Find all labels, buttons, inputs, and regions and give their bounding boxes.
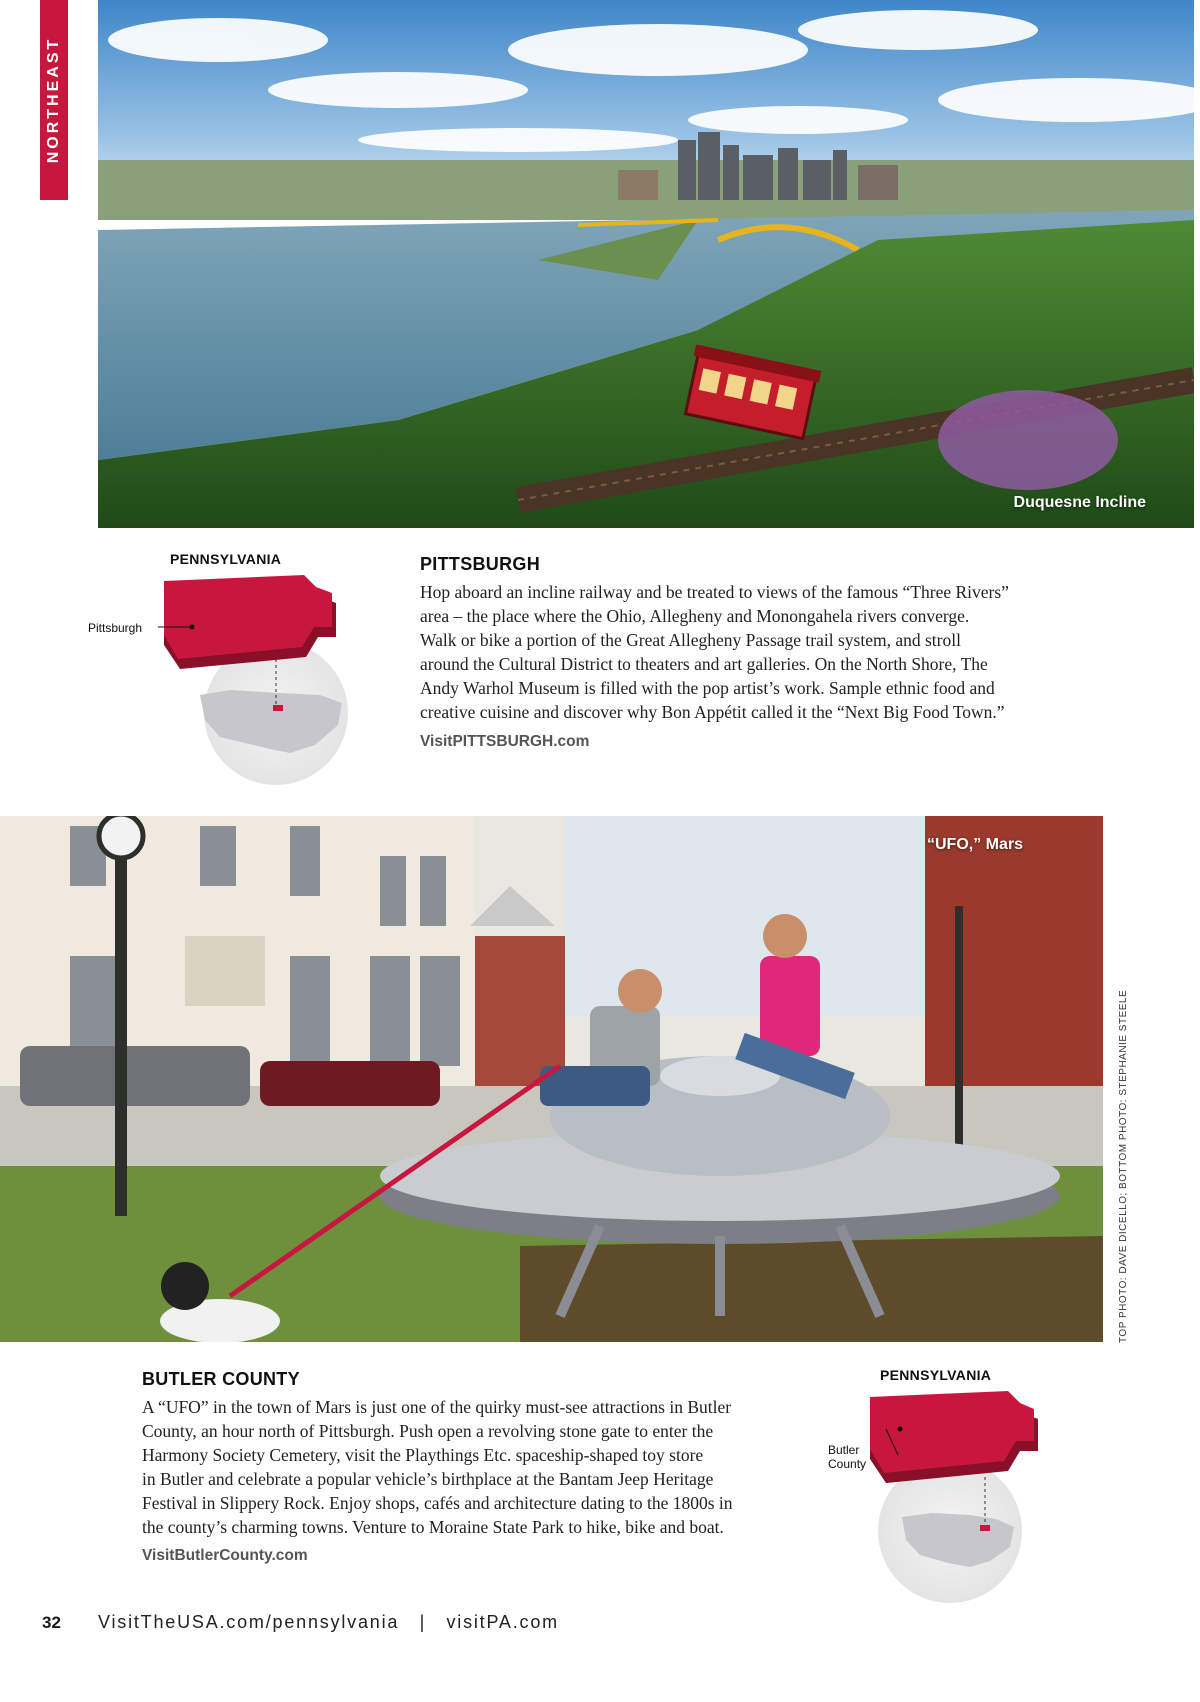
butler-body-line: Harmony Society Cemetery, visit the Playthings Etc. spaceship-shaped toy store: [142, 1445, 704, 1465]
butler-map-marker-label: [828, 1443, 866, 1471]
butler-body-line: A “UFO” in the town of Mars is just one of the quirky must-see attractions in Butler: [142, 1397, 732, 1417]
butler-body: [142, 1395, 802, 1539]
pittsburgh-scene: [98, 0, 1194, 528]
section-label: NORTHEAST: [45, 36, 62, 164]
butler-title: BUTLER COUNTY: [142, 1369, 300, 1389]
pittsburgh-body-line: creative cuisine and discover why Bon Appétit called it the “Next Big Food Town.”: [420, 702, 1005, 722]
pittsburgh-body-line: Hop aboard an incline railway and be treated to views of the famous “Three Rivers”: [420, 582, 1009, 602]
pittsburgh-body: [420, 580, 1160, 724]
butler-body-line: Festival in Slippery Rock. Enjoy shops, cafés and architecture dating to the 1800s in: [142, 1493, 733, 1513]
page-number: 32: [42, 1613, 61, 1632]
pittsburgh-body-line: around the Cultural District to theaters and art galleries. On the North Shore, The: [420, 654, 988, 674]
butler-body-line: the county’s charming towns. Venture to Moraine State Park to hike, bike and boat.: [142, 1517, 724, 1537]
bottom-photo-caption: “UFO,” Mars: [926, 836, 1023, 853]
section-tab: [40, 0, 68, 200]
pittsburgh-link[interactable]: VisitPITTSBURGH.com: [420, 733, 590, 750]
top-photo-caption: Duquesne Incline: [1013, 494, 1146, 511]
photo-credit: TOP PHOTO: DAVE DICELLO; BOTTOM PHOTO: STEPHANIE STEELE: [1118, 989, 1129, 1343]
pittsburgh-map-title: PENNSYLVANIA: [170, 551, 282, 567]
mars-ufo-scene: [0, 816, 1103, 1342]
butler-body-line: County, an hour north of Pittsburgh. Push open a revolving stone gate to enter the: [142, 1421, 714, 1441]
butler-map-title: PENNSYLVANIA: [880, 1367, 992, 1383]
butler-map-marker-label-line: Butler: [828, 1443, 860, 1457]
pittsburgh-body-line: Andy Warhol Museum is filled with the pop artist’s work. Sample ethnic food and: [420, 678, 995, 698]
butler-map-marker-label-line: County: [828, 1457, 867, 1471]
pittsburgh-body-line: area – the place where the Ohio, Allegheny and Monongahela rivers converge.: [420, 606, 970, 626]
pittsburgh-photo: [98, 0, 1194, 528]
butler-body-line: in Butler and celebrate a popular vehicle’s birthplace at the Bantam Jeep Heritage: [142, 1469, 714, 1489]
butler-locator-map: [820, 1385, 1070, 1605]
pittsburgh-title: PITTSBURGH: [420, 554, 540, 574]
pittsburgh-locator-map: [80, 575, 370, 785]
pittsburgh-map-marker-label: Pittsburgh: [88, 621, 143, 635]
pittsburgh-body-line: Walk or bike a portion of the Great Allegheny Passage trail system, and stroll: [420, 630, 961, 650]
footer-links[interactable]: VisitTheUSA.com/pennsylvania | visitPA.com: [98, 1612, 559, 1632]
mars-ufo-photo: [0, 816, 1103, 1342]
butler-link[interactable]: VisitButlerCounty.com: [142, 1547, 308, 1564]
